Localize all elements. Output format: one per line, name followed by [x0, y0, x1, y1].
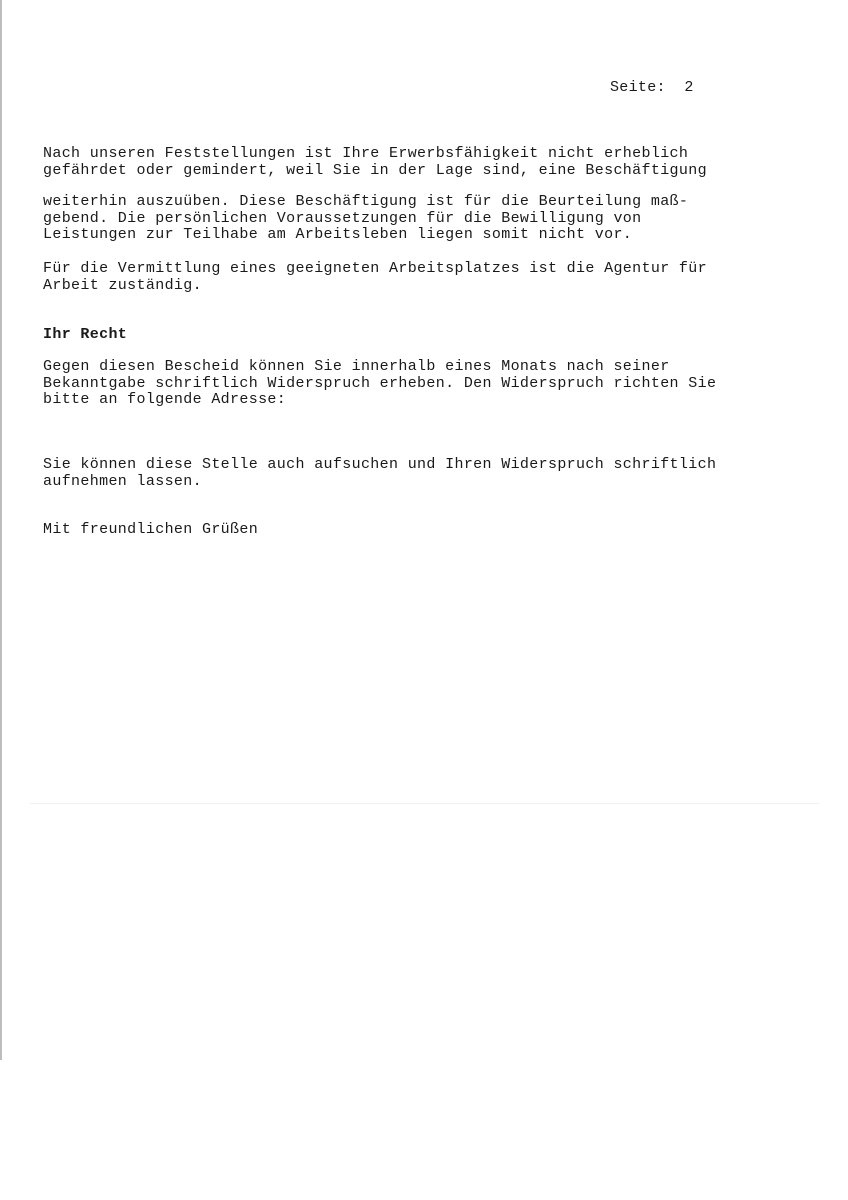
- text-line: weiterhin auszuüben. Diese Beschäftigung ist für die Beurteilung maß-: [43, 193, 689, 210]
- page-label: Seite:: [610, 79, 666, 96]
- paragraph-assessment: [43, 146, 743, 179]
- text-line: gefährdet oder gemindert, weil Sie in der Lage sind, eine Beschäftigung: [43, 161, 707, 179]
- text-line: Nach unseren Feststellungen ist Ihre Erwerbsfähigkeit nicht erheblich: [43, 145, 689, 162]
- page-number-value: 2: [684, 79, 694, 96]
- paragraph-objection: [43, 359, 743, 409]
- paragraph-agency: [43, 261, 743, 294]
- closing-salutation: [43, 522, 743, 539]
- scan-artifact-line: [30, 803, 820, 804]
- paragraph-visit-office: [43, 457, 743, 490]
- text-line: gebend. Die persönlichen Voraussetzungen für die Bewilligung von: [43, 209, 642, 227]
- text-line: Für die Vermittlung eines geeigneten Arbeitsplatzes ist die Agentur für: [43, 260, 707, 277]
- text-line: Gegen diesen Bescheid können Sie innerhalb eines Monats nach seiner: [43, 358, 670, 375]
- text-line: Arbeit zuständig.: [43, 276, 202, 294]
- text-line: Mit freundlichen Grüßen: [43, 521, 259, 538]
- text-line: aufnehmen lassen.: [43, 472, 202, 490]
- text-line: Sie können diese Stelle auch aufsuchen und Ihren Widerspruch schriftlich: [43, 456, 717, 473]
- text-line: Bekanntgabe schriftlich Widerspruch erheben. Den Widerspruch richten Sie: [43, 374, 717, 392]
- text-line: Leistungen zur Teilhabe am Arbeitsleben liegen somit nicht vor.: [43, 226, 633, 243]
- section-heading: Ihr Recht: [43, 326, 128, 343]
- scan-edge-shadow: [0, 0, 2, 1060]
- paragraph-employment: [43, 194, 743, 244]
- page-number: [610, 79, 694, 96]
- text-line: bitte an folgende Adresse:: [43, 391, 287, 408]
